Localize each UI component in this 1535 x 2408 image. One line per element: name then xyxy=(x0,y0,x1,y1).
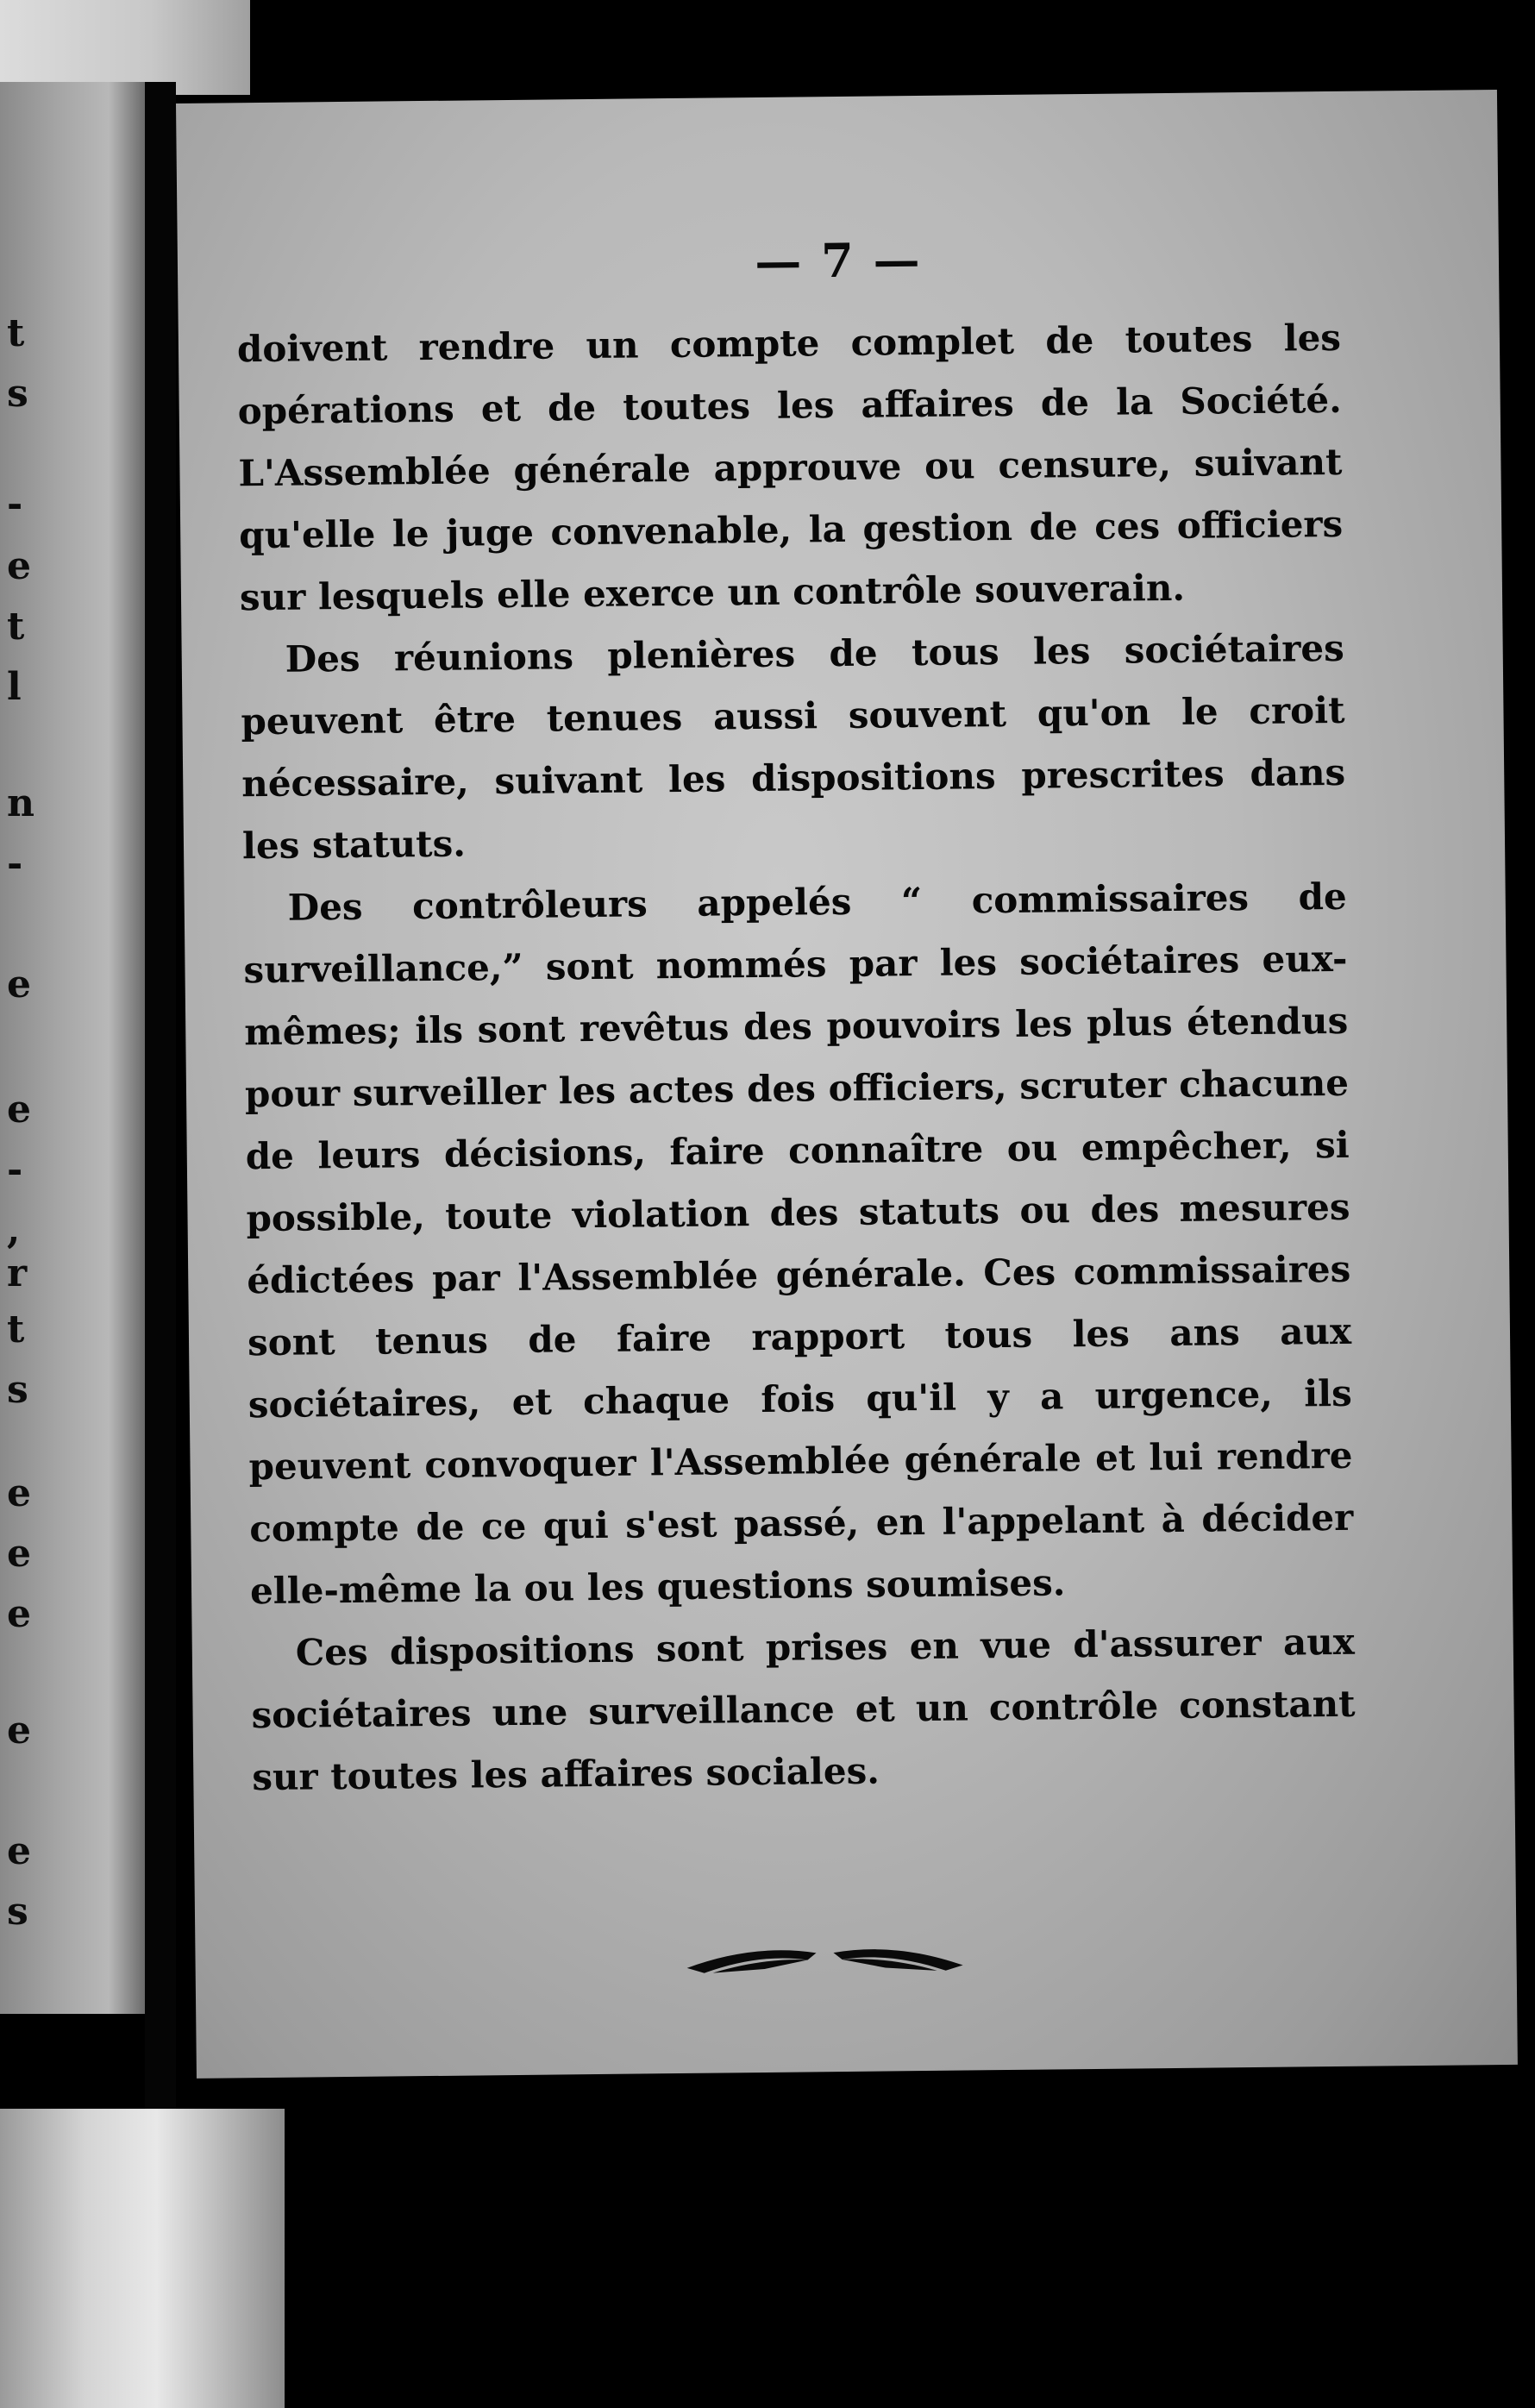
margin-letter: s xyxy=(7,1890,28,1934)
paragraph: Des réunions plenières de tous les sociétaires peuvent être tenues aussi souvent qu'on le croit nécessaire, suivant les dispositions prescrites dans les statuts. xyxy=(241,626,1346,868)
paragraph: doivent rendre un compte complet de toutes les opérations et de toutes les affaires de la Société. L'Assemblée générale approuve ou censure, suivant qu'elle le juge convenable, la gestion de ces officiers sur lesquels elle exerce un contrôle souverain. xyxy=(236,316,1344,619)
document-page xyxy=(176,90,1518,2079)
margin-letter: e xyxy=(7,1829,31,1873)
margin-letter: , xyxy=(7,1208,21,1252)
margin-letter: s xyxy=(7,1368,28,1412)
margin-letter: e xyxy=(7,1088,31,1132)
margin-letter: e xyxy=(7,1471,31,1515)
margin-letter: l xyxy=(7,665,22,709)
decorative-flourish-icon xyxy=(678,1932,972,1987)
top-film-edge xyxy=(0,0,250,95)
margin-letter: t xyxy=(7,1307,25,1351)
margin-letter: - xyxy=(7,842,23,886)
adjacent-page-edge xyxy=(0,82,145,2014)
margin-letter: e xyxy=(7,1592,31,1636)
margin-letter: n xyxy=(7,781,34,825)
margin-letter: e xyxy=(7,544,31,588)
body-text xyxy=(237,307,1356,1809)
book-spine-shadow xyxy=(145,82,176,2117)
margin-letter: t xyxy=(7,605,25,649)
margin-letter: r xyxy=(7,1251,28,1295)
margin-letter: - xyxy=(7,1148,23,1192)
margin-letter: - xyxy=(7,482,23,526)
margin-letter: e xyxy=(7,963,31,1006)
margin-letter: e xyxy=(7,1532,31,1576)
margin-letter: t xyxy=(7,311,25,355)
margin-letter: e xyxy=(7,1709,31,1753)
paragraph: Ces dispositions sont prises en vue d'assurer aux sociétaires une surveillance et un contrôle constant sur toutes les affaires sociales. xyxy=(251,1620,1356,1799)
paragraph: Des contrôleurs appelés “ commissaires de surveillance,” sont nommés par les sociétaires eux-mêmes; ils sont revêtus des pouvoirs les plus étendus pour surveiller les actes des officiers, scruter chacune de leurs décisions, faire connaître ou empêcher, si possible, toute violation des statuts ou des mesures édictées par l'Assemblée générale. Ces commissaires sont tenus de faire rapport tous les ans aux sociétaires, et chaque fois qu'il y a urgence, ils peuvent convoquer l'Assemblée générale et lui rendre compte de ce qui s'est passé, en l'appelant à décider elle-même la ou les questions soumises. xyxy=(243,875,1354,1613)
bottom-film-edge xyxy=(0,2109,285,2408)
margin-letter: s xyxy=(7,372,28,416)
page-number: — 7 — xyxy=(755,231,922,289)
